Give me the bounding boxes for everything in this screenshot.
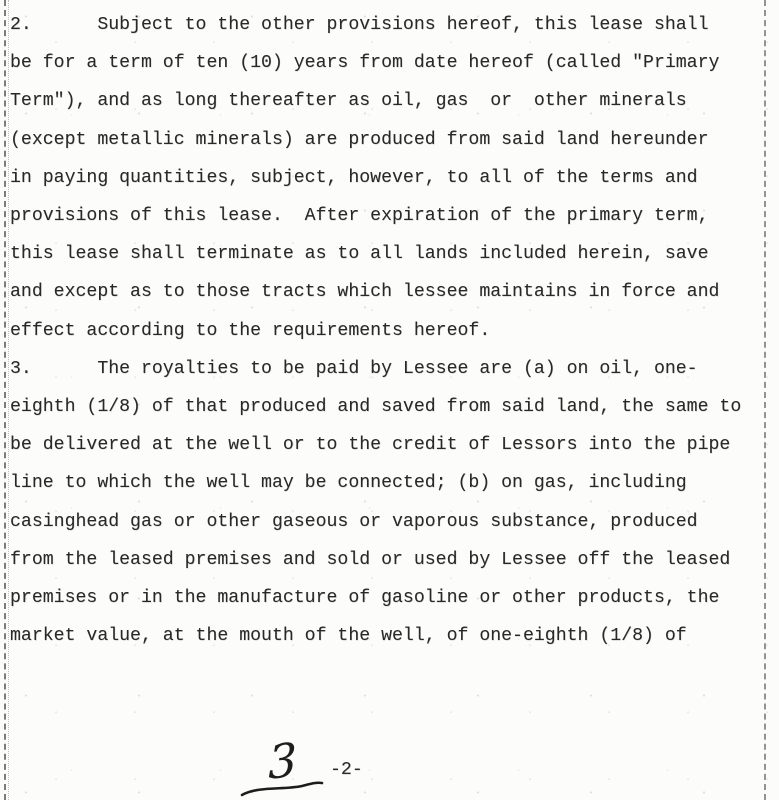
text-line: eighth (1/8) of that produced and saved from said land, the same to <box>10 397 742 418</box>
page-footer <box>0 732 779 800</box>
lease-body-text <box>10 6 741 655</box>
text-line: this lease shall terminate as to all lands included herein, save <box>10 244 709 265</box>
text-line: Term"), and as long thereafter as oil, gas or other minerals <box>10 91 687 112</box>
text-line: 2. Subject to the other provisions hereof, this lease shall <box>10 15 709 35</box>
text-line: line to which the well may be connected; (b) on gas, including <box>10 473 687 494</box>
text-line: casinghead gas or other gaseous or vaporous substance, produced <box>10 511 698 532</box>
text-line: premises or in the manufacture of gasoline or other products, the <box>10 588 720 609</box>
text-line: effect according to the requirements hereof. <box>10 320 491 341</box>
text-line: provisions of this lease. After expiration of the primary term, <box>10 206 709 227</box>
text-line: market value, at the mouth of the well, of one-eighth (1/8) of <box>10 626 687 647</box>
text-line: in paying quantities, subject, however, to all of the terms and <box>10 167 698 188</box>
right-scan-edge-line <box>764 0 766 800</box>
typed-page-number: -2- <box>330 760 363 780</box>
text-line: (except metallic minerals) are produced from said land hereunder <box>10 129 709 150</box>
text-line: and except as to those tracts which lessee maintains in force and <box>10 282 720 303</box>
text-line: be delivered at the well or to the credit of Lessors into the pipe <box>10 435 731 456</box>
handwritten-page-number: 3 <box>267 732 298 790</box>
text-line: be for a term of ten (10) years from date hereof (called "Primary <box>10 53 720 74</box>
text-line: 3. The royalties to be paid by Lessee are (a) on oil, one- <box>10 358 698 379</box>
text-line: from the leased premises and sold or used by Lessee off the leased <box>10 549 731 570</box>
left-scan-edge-line <box>4 0 6 800</box>
